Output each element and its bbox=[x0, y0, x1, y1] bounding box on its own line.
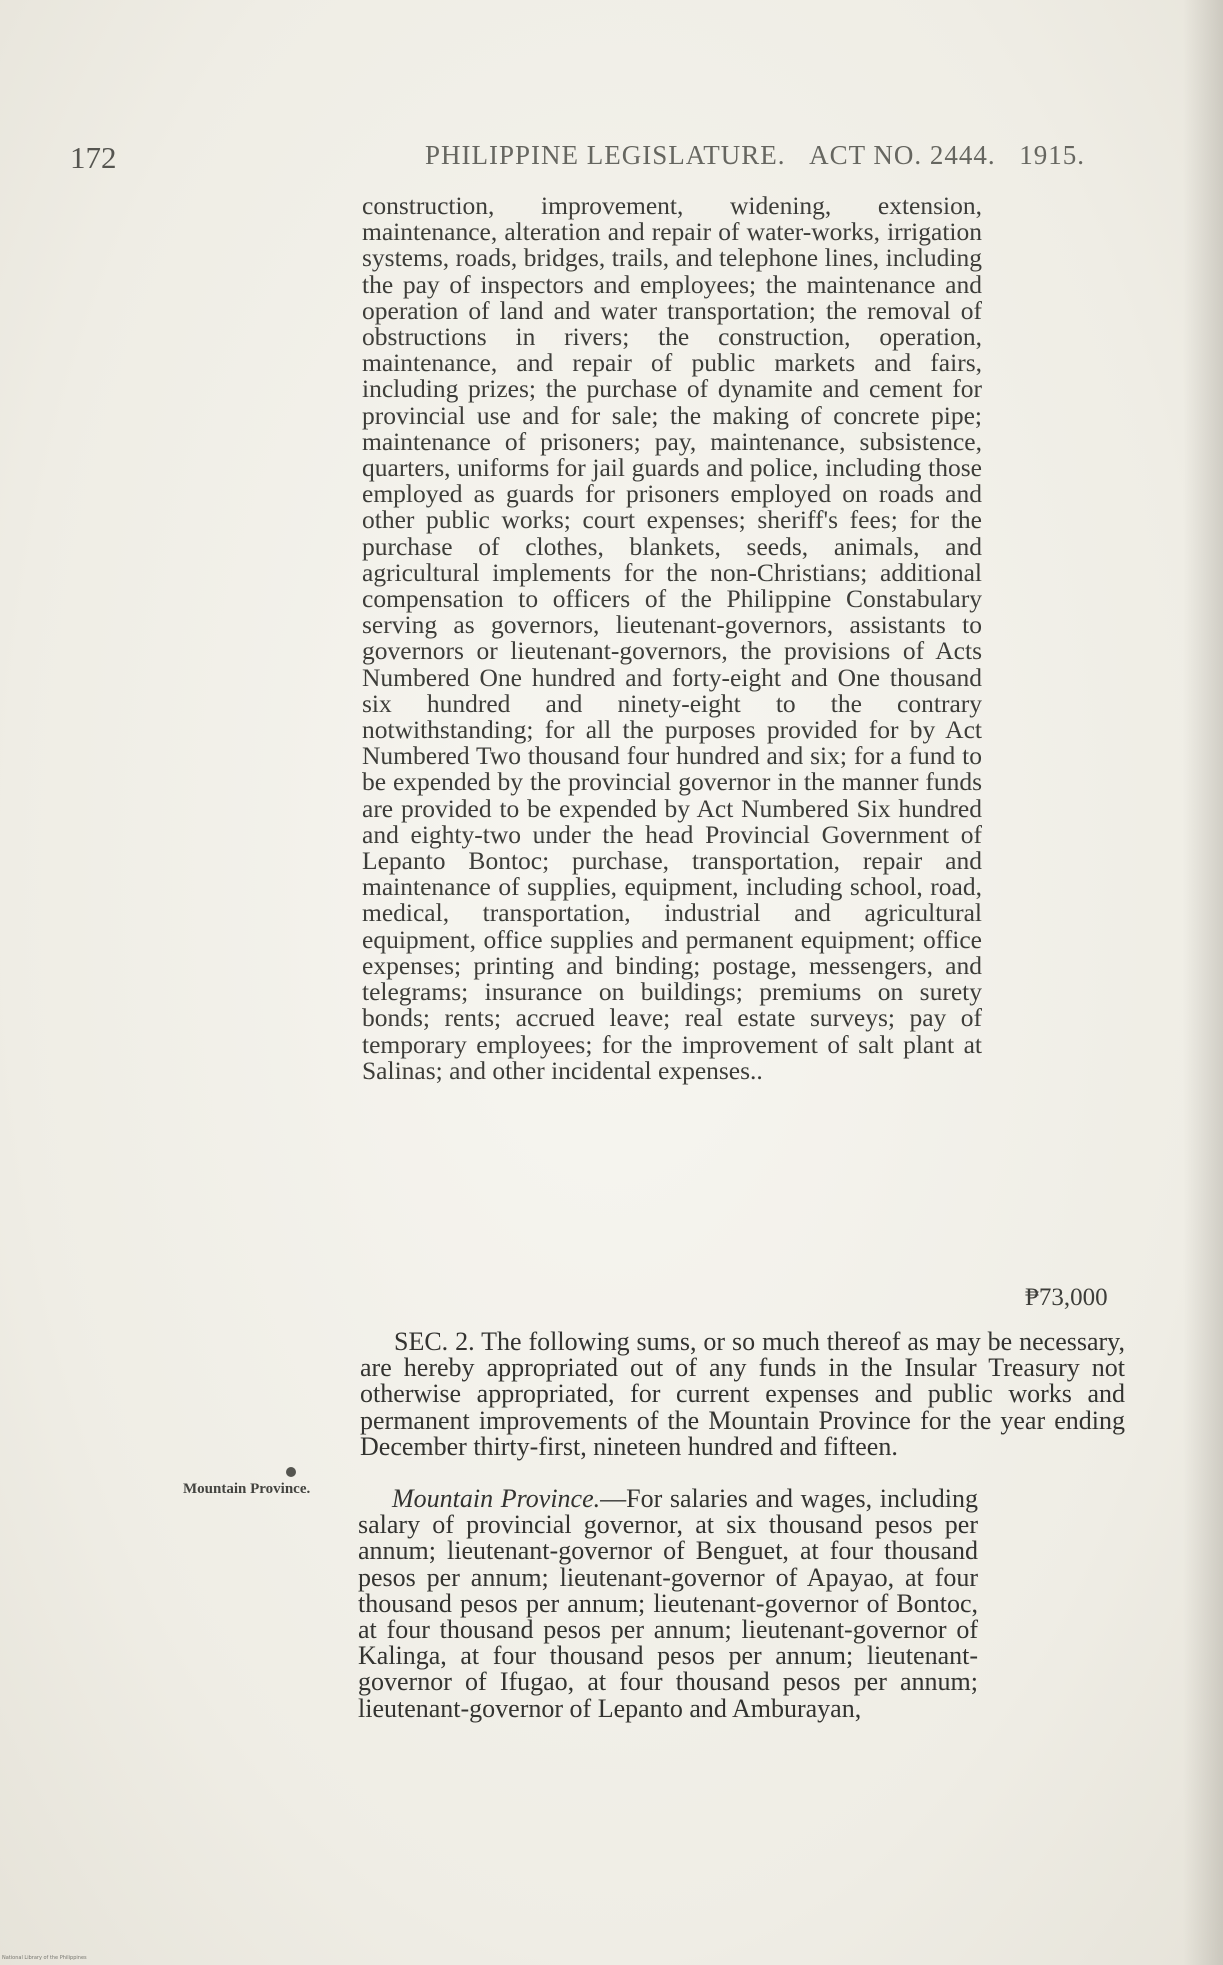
act-number: ACT NO. 2444. bbox=[809, 140, 996, 170]
page-edge-shadow bbox=[1183, 0, 1223, 1965]
bottom-heading: Mountain Province. bbox=[392, 1484, 601, 1513]
page-number: 172 bbox=[70, 140, 117, 175]
appropriation-amount: ₱73,000 bbox=[1025, 1284, 1108, 1311]
margin-note: Mountain Province. bbox=[183, 1481, 311, 1497]
bottom-text: —For salaries and wages, including salary of provincial governor, at six thousand pesos per annum; lieutenant-governor of Benguet, at four thousand pesos per annum; lieutenant-governor of Apayao, at four thousand pesos per annum; lieutenant-governor of Bontoc, at four thousand pesos per annum; lieutenant-governor of Kalinga, at four thousand pesos per annum; lieutenant-governor of Ifugao, at four thousand pesos per annum; lieutenant-governor of Lepanto and Amburayan, bbox=[358, 1484, 978, 1723]
footer-note: National Library of the Philippines bbox=[2, 1955, 87, 1961]
section-2-paragraph: SEC. 2. The following sums, or so much thereof as may be necessary, are hereby appropriated out of any funds in the Insular Treasury not otherwise appropriated, for current expenses and public works and permanent improvements of the Mountain Province for the year ending December thirty-first, nineteen hundred and fifteen. bbox=[360, 1327, 1125, 1461]
running-head bbox=[425, 140, 1085, 171]
year: 1915. bbox=[1019, 140, 1085, 170]
bullet-dot-icon bbox=[286, 1467, 296, 1477]
running-title: PHILIPPINE LEGISLATURE. bbox=[425, 140, 786, 170]
top-paragraph: construction, improvement, widening, extension, maintenance, alteration and repair of water-works, irrigation systems, roads, bridges, trails, and telephone lines, including the pay of inspectors and employees; the maintenance and operation of land and water transportation; the removal of obstructions in rivers; the construction, operation, maintenance, and repair of public markets and fairs, including prizes; the purchase of dynamite and cement for provincial use and for sale; the making of concrete pipe; maintenance of prisoners; pay, maintenance, subsistence, quarters, uniforms for jail guards and police, including those employed as guards for prisoners employed on roads and other public works; court expenses; sheriff's fees; for the purchase of clothes, blankets, seeds, animals, and agricultural implements for the non-Christians; additional compensation to officers of the Philippine Constabulary serving as governors, lieutenant-governors, assistants to governors or lieutenant-governors, the provisions of Acts Numbered One hundred and forty-eight and One thousand six hundred and ninety-eight to the contrary notwithstanding; for all the purposes provided for by Act Numbered Two thousand four hundred and six; for a fund to be expended by the provincial governor in the manner funds are provided to be expended by Act Numbered Six hundred and eighty-two under the head Provincial Government of Lepanto Bontoc; purchase, transportation, repair and maintenance of supplies, equipment, including school, road, medical, transportation, industrial and agricultural equipment, office supplies and permanent equipment; office expenses; printing and binding; postage, messengers, and telegrams; insurance on buildings; premiums on surety bonds; rents; accrued leave; real estate surveys; pay of temporary employees; for the improvement of salt plant at Salinas; and other incidental expenses.. bbox=[362, 191, 982, 1085]
top-text-column bbox=[362, 193, 982, 1084]
bottom-paragraph bbox=[358, 1486, 978, 1722]
